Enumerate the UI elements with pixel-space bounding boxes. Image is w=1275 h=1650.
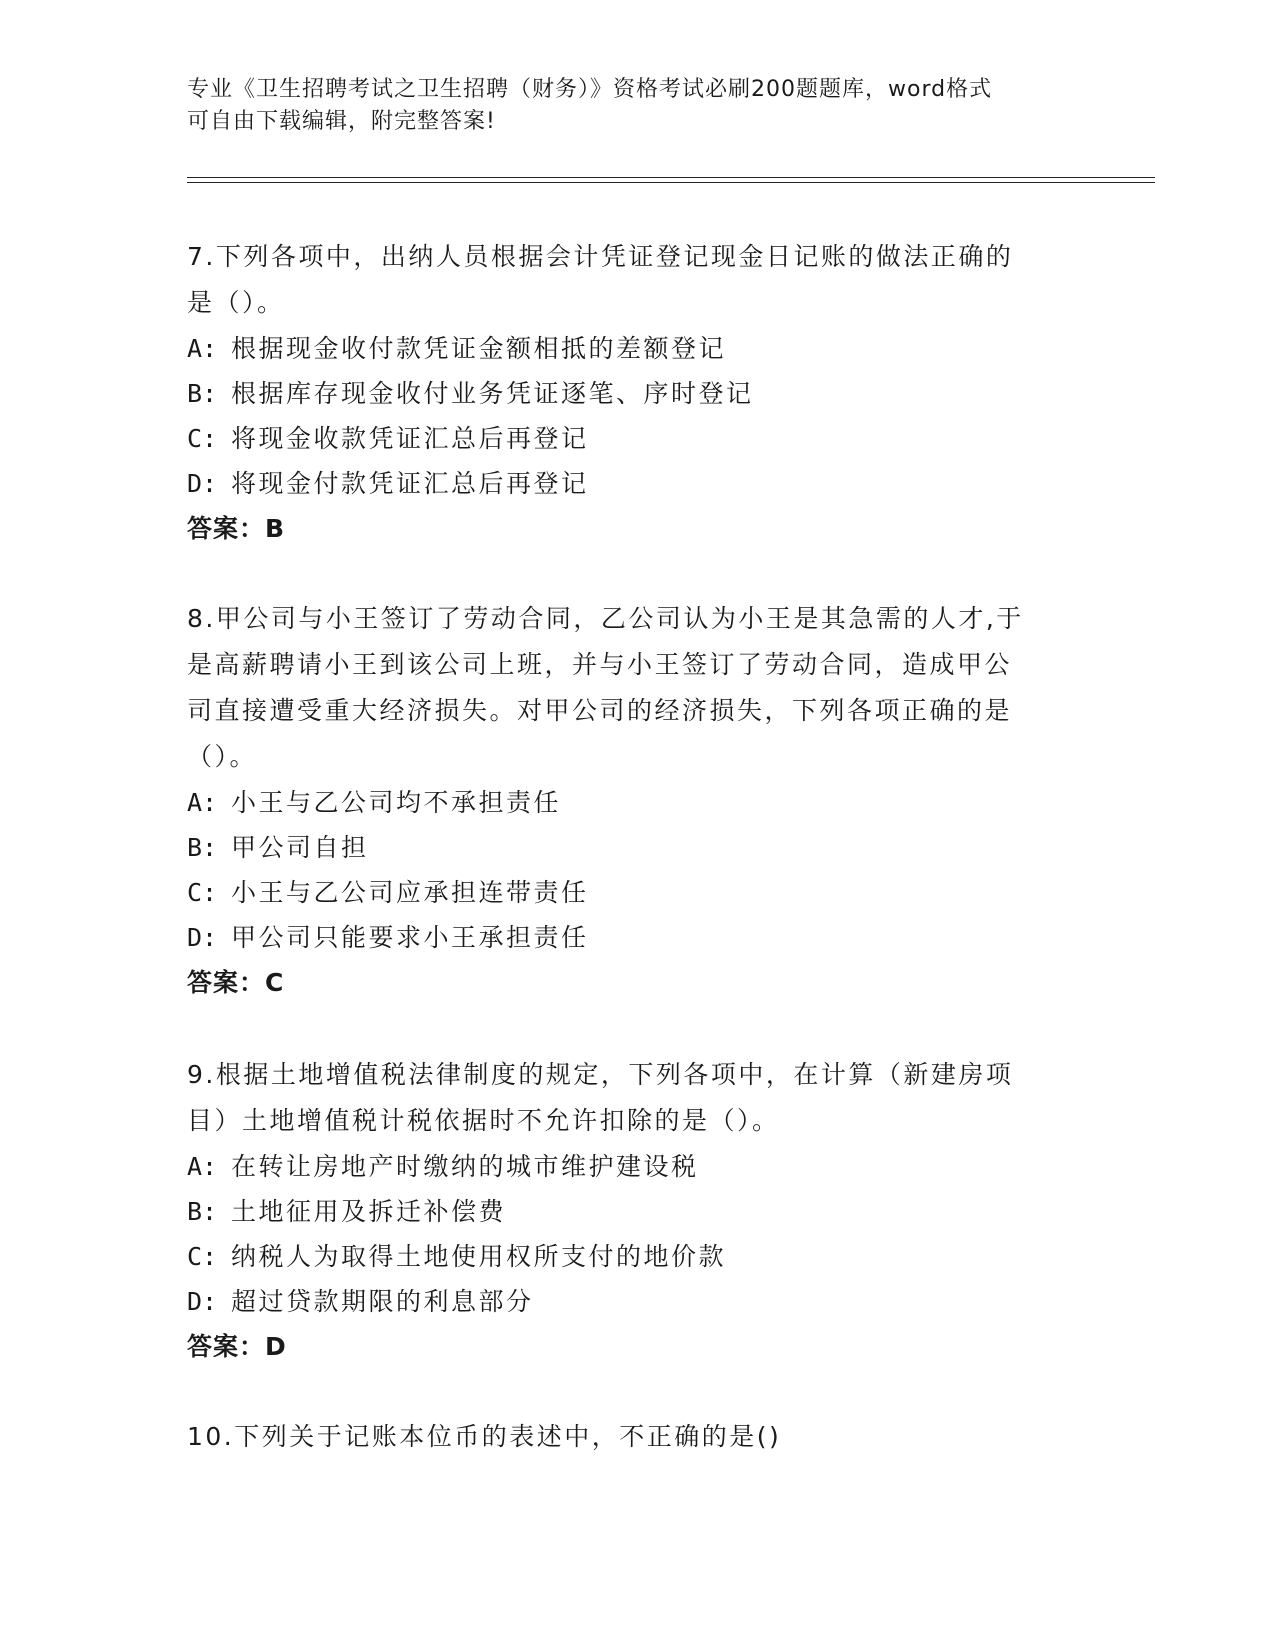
document-header <box>187 74 1087 138</box>
option-key: A: <box>187 788 218 817</box>
question-stem: 司直接遭受重大经济损失。对甲公司的经济损失，下列各项正确的是 <box>187 696 1013 725</box>
question-7 <box>187 234 1087 552</box>
option-text: 小王与乙公司均不承担责任 <box>231 788 562 817</box>
option-text: 在转让房地产时缴纳的城市维护建设税 <box>231 1152 699 1181</box>
option-key: D: <box>187 923 218 952</box>
question-stem: 是高薪聘请小王到该公司上班，并与小王签订了劳动合同，造成甲公 <box>187 650 1013 679</box>
option-d <box>187 461 1087 506</box>
option-key: C: <box>187 1242 218 1271</box>
option-b <box>187 825 1087 870</box>
question-stem: （）。 <box>187 742 258 771</box>
option-c <box>187 416 1087 461</box>
option-d <box>187 1279 1087 1324</box>
question-9 <box>187 1052 1087 1370</box>
option-b <box>187 1189 1087 1234</box>
header-line-1: 专业《卫生招聘考试之卫生招聘（财务）》资格考试必刷200题题库，word格式 <box>187 77 993 102</box>
option-key: D: <box>187 1287 218 1316</box>
option-key: B: <box>187 1197 218 1226</box>
answer: 答案：C <box>187 968 285 997</box>
option-text: 小王与乙公司应承担连带责任 <box>231 878 589 907</box>
option-key: B: <box>187 379 218 408</box>
header-line-2: 可自由下载编辑，附完整答案! <box>187 109 496 134</box>
question-stem: 目）土地增值税计税依据时不允许扣除的是（）。 <box>187 1106 780 1135</box>
option-key: D: <box>187 469 218 498</box>
answer: 答案：D <box>187 1332 287 1361</box>
option-d <box>187 915 1087 960</box>
option-b <box>187 371 1087 416</box>
option-key: C: <box>187 878 218 907</box>
question-8 <box>187 596 1087 1006</box>
option-c <box>187 870 1087 915</box>
question-stem: 是（）。 <box>187 288 285 317</box>
option-text: 甲公司只能要求小王承担责任 <box>231 923 589 952</box>
option-text: 纳税人为取得土地使用权所支付的地价款 <box>231 1242 727 1271</box>
header-double-rule <box>187 177 1155 183</box>
option-text: 土地征用及拆迁补偿费 <box>231 1197 507 1226</box>
question-stem: 7.下列各项中，出纳人员根据会计凭证登记现金日记账的做法正确的 <box>187 242 1014 271</box>
question-stem: 8.甲公司与小王签订了劳动合同，乙公司认为小王是其急需的人才,于 <box>187 604 1024 633</box>
option-key: A: <box>187 334 218 363</box>
option-text: 超过贷款期限的利息部分 <box>231 1287 534 1316</box>
option-key: B: <box>187 833 218 862</box>
option-text: 将现金收款凭证汇总后再登记 <box>231 424 589 453</box>
answer: 答案：B <box>187 514 286 543</box>
question-stem: 9.根据土地增值税法律制度的规定，下列各项中，在计算（新建房项 <box>187 1060 1014 1089</box>
question-stem: 10.下列关于记账本位币的表述中，不正确的是() <box>187 1422 782 1451</box>
option-text: 甲公司自担 <box>231 833 369 862</box>
option-a <box>187 1144 1087 1189</box>
option-key: A: <box>187 1152 218 1181</box>
option-a <box>187 326 1087 371</box>
option-text: 根据库存现金收付业务凭证逐笔、序时登记 <box>231 379 754 408</box>
option-key: C: <box>187 424 218 453</box>
option-text: 将现金付款凭证汇总后再登记 <box>231 469 589 498</box>
question-10 <box>187 1414 1087 1460</box>
option-c <box>187 1234 1087 1279</box>
option-a <box>187 780 1087 825</box>
option-text: 根据现金收付款凭证金额相抵的差额登记 <box>231 334 727 363</box>
